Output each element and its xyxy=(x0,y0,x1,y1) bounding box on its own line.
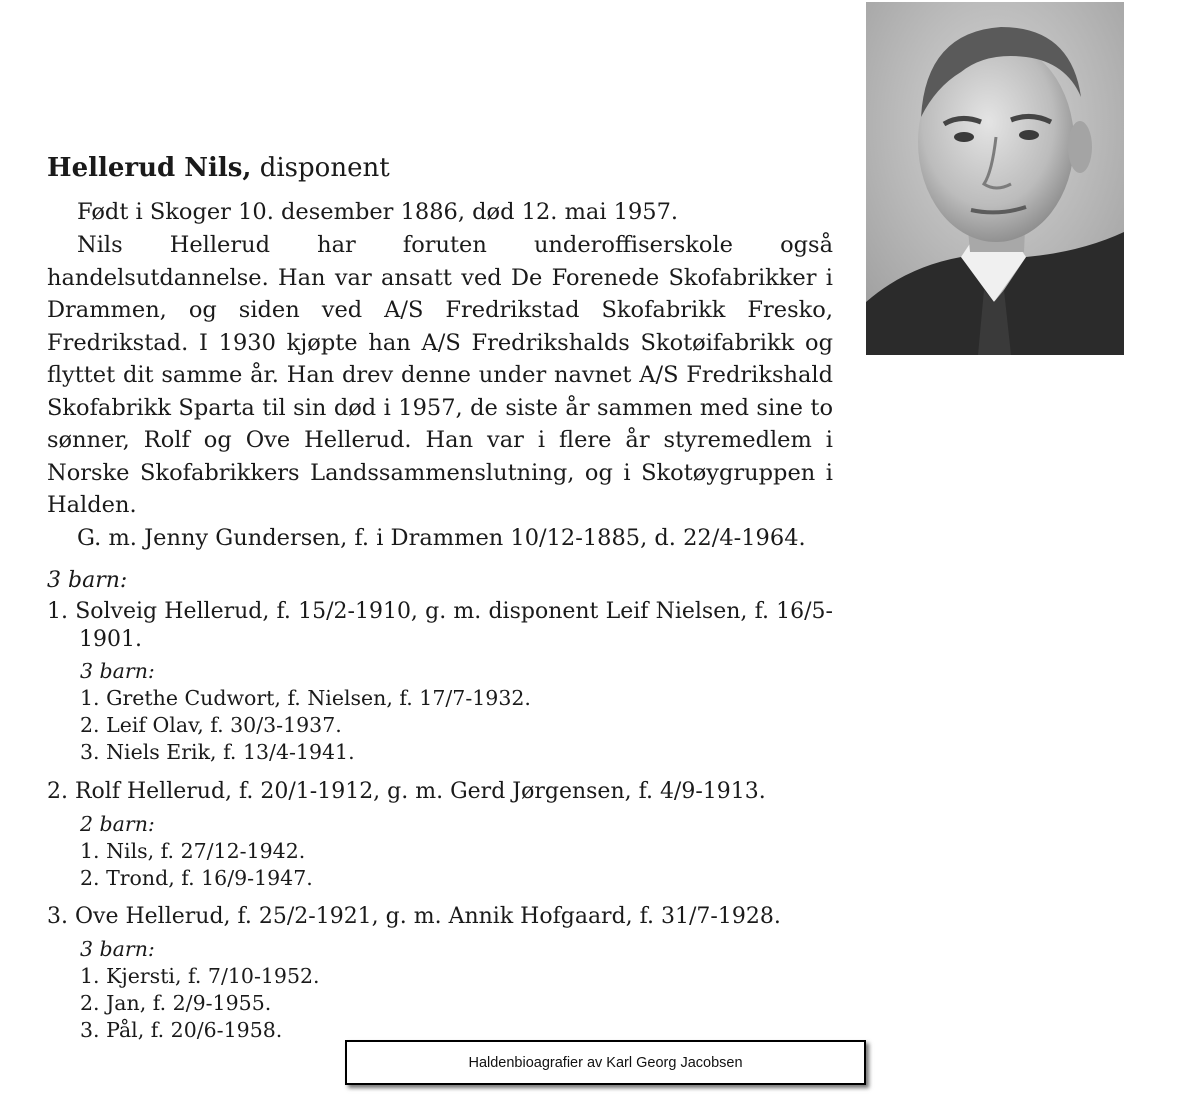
grandchild-item: 2. Jan, f. 2/9-1955. xyxy=(80,991,272,1015)
grandchild-item: 3. Pål, f. 20/6-1958. xyxy=(80,1018,283,1042)
grandchildren-label: 2 barn: xyxy=(80,812,155,836)
footer-caption: Haldenbioagrafier av Karl Georg Jacobsen xyxy=(468,1054,743,1071)
grandchild-item: 2. Leif Olav, f. 30/3-1937. xyxy=(80,713,342,737)
grandchildren-label: 3 barn: xyxy=(80,659,155,683)
child-entry: 1. Solveig Hellerud, f. 15/2-1910, g. m. disponent Leif Nielsen, f. 16/5-1901. xyxy=(47,599,833,652)
grandchild-item: 1. Grethe Cudwort, f. Nielsen, f. 17/7-1932. xyxy=(80,686,531,710)
biography-paragraph: Nils Hellerud har foruten underoffiserskole også handelsutdannelse. Han var ansatt ved De Forenede Skofabrikker i Drammen, og siden ved A/S Fredrikstad Skofabrikk Fresko, Fredrikstad. I 1930 kjøpte han A/S Fredrikshalds Skotøifabrikk og flyttet dit samme år. Han drev denne under navnet A/S Fredrikshald Skofabrikk Sparta til sin død i 1957, de siste år sammen med sine to sønner, Rolf og Ove Hellerud. Han var i flere år styremedlem i Norske Skofabrikkers Landssammenslutning, og i Skotøygruppen i Halden. xyxy=(47,232,833,518)
birth-death-paragraph: Født i Skoger 10. desember 1886, død 12. mai 1957. xyxy=(77,199,679,225)
grandchildren-label: 3 barn: xyxy=(80,937,155,961)
marriage-paragraph: G. m. Jenny Gundersen, f. i Drammen 10/12-1885, d. 22/4-1964. xyxy=(77,525,806,551)
grandchild-item: 1. Nils, f. 27/12-1942. xyxy=(80,839,306,863)
grandchild-item: 3. Niels Erik, f. 13/4-1941. xyxy=(80,740,355,764)
footer-caption-box xyxy=(345,1040,866,1085)
children-label: 3 barn: xyxy=(47,568,128,593)
child-entry: 2. Rolf Hellerud, f. 20/1-1912, g. m. Gerd Jørgensen, f. 4/9-1913. xyxy=(47,779,766,804)
entry-heading xyxy=(47,150,833,186)
person-name: Hellerud Nils, xyxy=(47,153,252,183)
person-title: disponent xyxy=(259,153,390,183)
grandchild-item: 1. Kjersti, f. 7/10-1952. xyxy=(80,964,320,988)
child-entry: 3. Ove Hellerud, f. 25/2-1921, g. m. Annik Hofgaard, f. 31/7-1928. xyxy=(47,904,781,929)
portrait-photo xyxy=(866,2,1124,355)
grandchild-item: 2. Trond, f. 16/9-1947. xyxy=(80,866,313,890)
